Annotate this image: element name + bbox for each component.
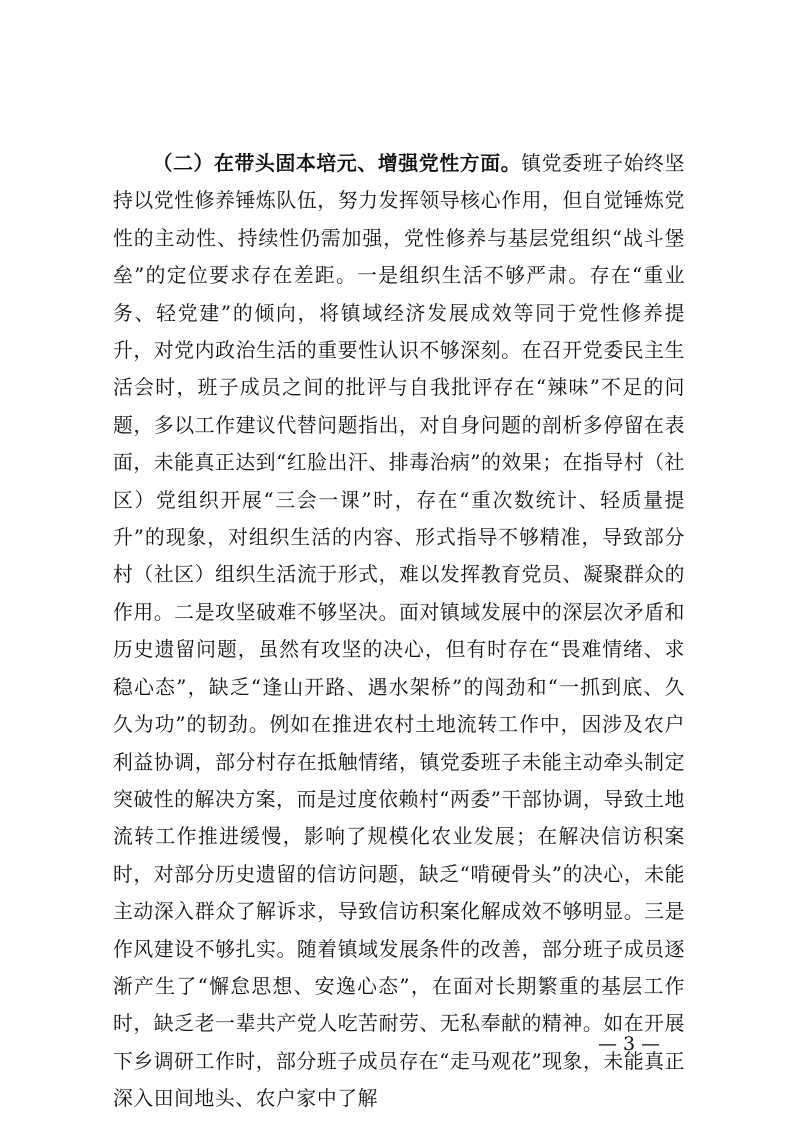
- page-number: — 3 —: [598, 1033, 661, 1055]
- paragraph-text: 镇党委班子始终坚持以党性修养锤炼队伍，努力发挥领导核心作用，但自觉锤炼党性的主动性、持续性仍需加强，党性修养与基层党组织“战斗堡垒”的定位要求存在差距。一是组织生活不够严肃。存在“重业务、轻党建”的倾向，将镇域经济发展成效等同于党性修养提升，对党内政治生活的重要性认识不够深刻。在召开党委民主生活会时，班子成员之间的批评与自我批评存在“辣味”不足的问题，多以工作建议代替问题指出，对自身问题的剖析多停留在表面，未能真正达到“红脸出汗、排毒治病”的效果；在指导村（社区）党组织开展“三会一课”时，存在“重次数统计、轻质量提升”的现象，对组织生活的内容、形式指导不够精准，导致部分村（社区）组织生活流于形式，难以发挥教育党员、凝聚群众的作用。二是攻坚破难不够坚决。面对镇域发展中的深层次矛盾和历史遗留问题，虽然有攻坚的决心，但有时存在“畏难情绪、求稳心态”，缺乏“逢山开路、遇水架桥”的闯劲和“一抓到底、久久为功”的韧劲。例如在推进农村土地流转工作中，因涉及农户利益协调，部分村存在抵触情绪，镇党委班子未能主动牵头制定突破性的解决方案，而是过度依赖村“两委”干部协调，导致土地流转工作推进缓慢，影响了规模化农业发展；在解决信访积案时，对部分历史遗留的信访问题，缺乏“啃硬骨头”的决心，未能主动深入群众了解诉求，导致信访积案化解成效不够明显。三是作风建设不够扎实。随着镇域发展条件的改善，部分班子成员逐渐产生了“懈怠思想、安逸心态”，在面对长期繁重的基层工作时，缺乏老一辈共产党人吃苦耐劳、无私奉献的精神。如在开展下乡调研工作时，部分班子成员存在“走马观花”现象，未能真正深入田间地头、农户家中了解: [113, 152, 685, 1111]
- section-heading: （二）在带头固本培元、增强党性方面。: [152, 151, 522, 175]
- body-paragraph: [113, 145, 685, 1118]
